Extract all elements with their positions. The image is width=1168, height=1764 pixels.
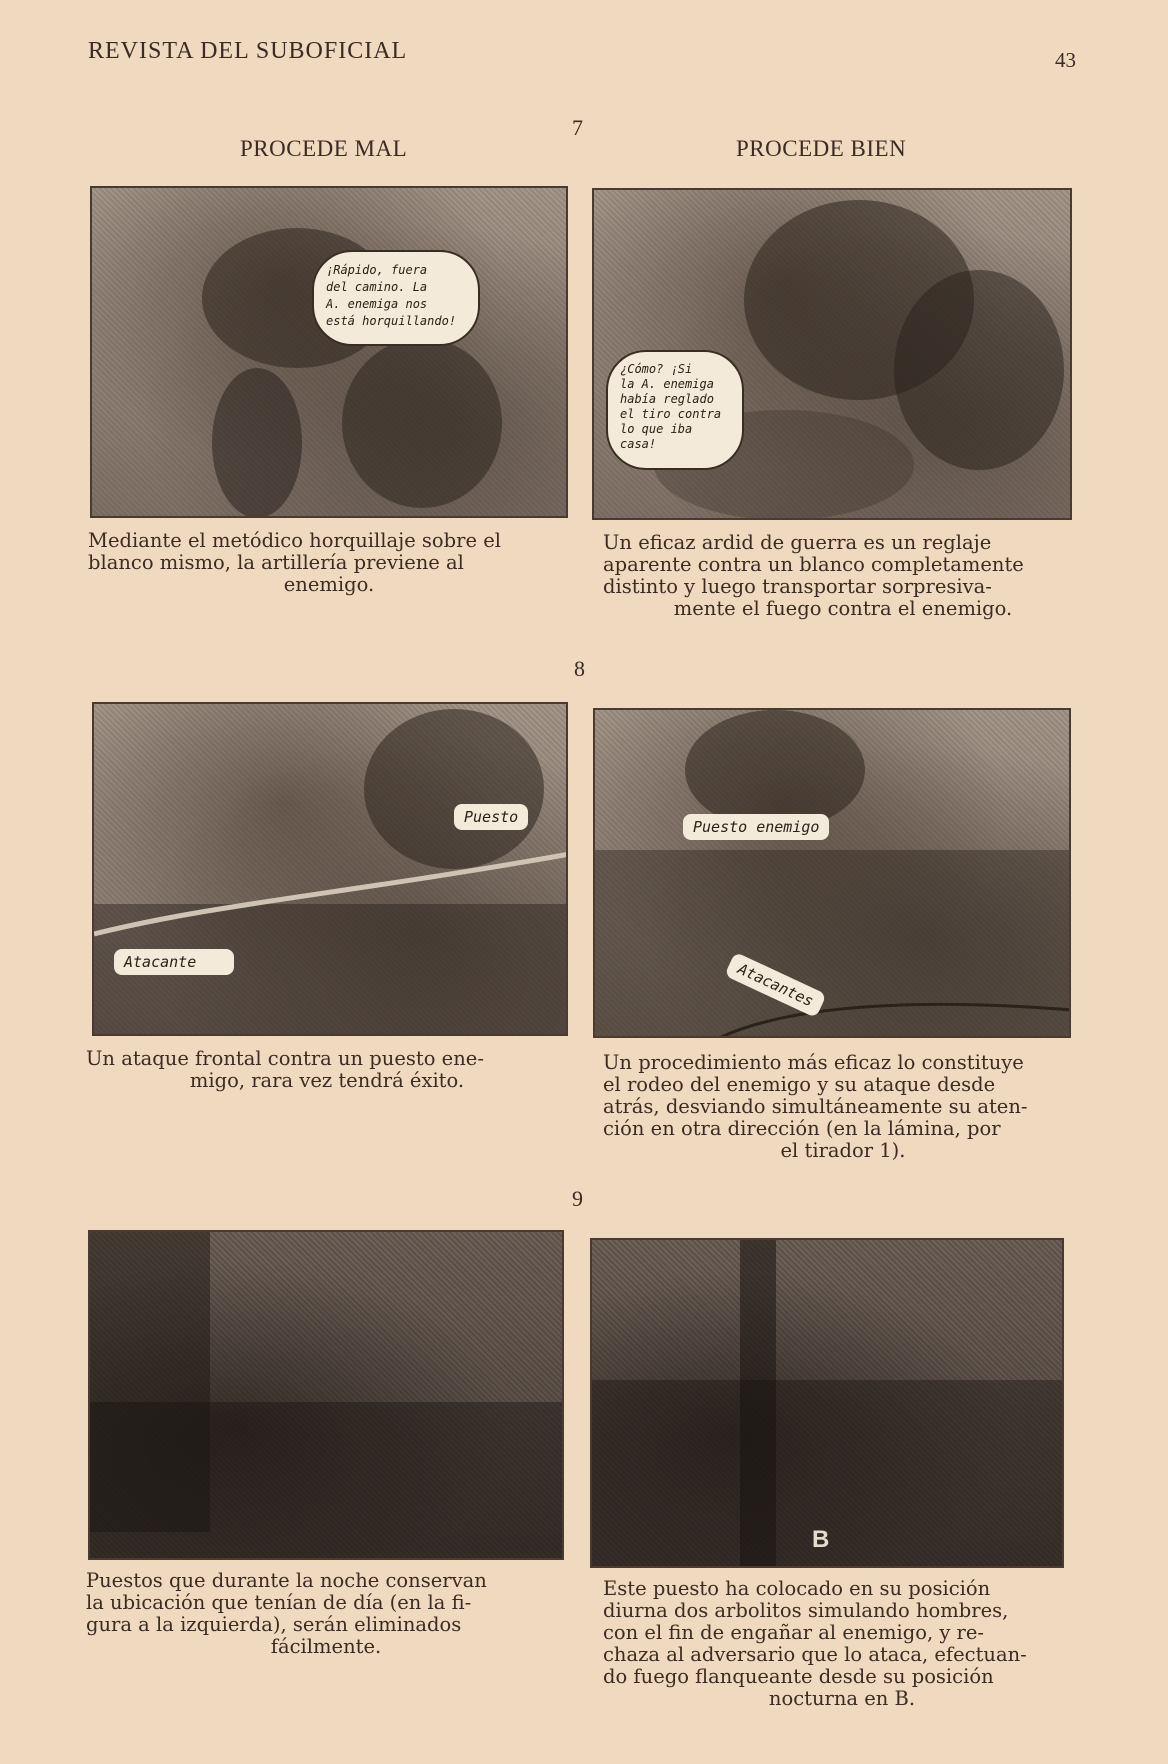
bubble-line: casa! [620,437,657,451]
caption-line: Un eficaz ardid de guerra es un reglaje [603,531,992,554]
label-atacantes: Atacantes [724,952,827,1018]
speech-bubble-7-right [606,350,744,470]
caption-line: Puestos que durante la noche conservan [86,1569,487,1592]
caption-9-left [86,1570,566,1658]
caption-line: el rodeo del enemigo y su ataque desde [603,1073,996,1096]
caption-line: Mediante el metódico horquillaje sobre el [88,529,501,552]
bubble-line: A. enemiga nos [326,297,428,311]
caption-line: distinto y luego transportar sorpresiva- [603,575,992,598]
section-number-9: 9 [572,1186,583,1211]
bubble-line: está horquillando! [326,314,457,328]
caption-line: enemigo. [283,573,375,596]
bubble-line: el tiro contra [620,407,722,421]
speech-bubble-7-left [312,250,480,346]
road-line [94,704,568,1036]
caption-line: fácilmente. [270,1635,382,1658]
caption-line: mente el fuego contra el enemigo. [673,597,1013,620]
caption-line: ción en otra dirección (en la lámina, por [603,1117,1001,1140]
bubble-line: ¿Cómo? ¡Si [620,362,693,376]
column-header-left: PROCEDE MAL [240,136,408,161]
caption-line: la ubicación que tenían de día (en la fi- [86,1591,472,1614]
label-puesto: Puesto [454,804,528,830]
caption-line: el tirador 1). [780,1139,906,1162]
bubble-line: del camino. La [326,280,428,294]
illustration-9-right [590,1238,1064,1568]
caption-7-right [603,532,1083,620]
caption-line: atrás, desviando simultáneamente su aten- [603,1095,1028,1118]
label-puesto-enemigo: Puesto enemigo [683,814,829,840]
caption-line: Un procedimiento más eficaz lo constituye [603,1051,1024,1074]
caption-line: Un ataque frontal contra un puesto ene- [86,1047,484,1070]
bubble-line: lo que iba [620,422,693,436]
path-line [595,710,1071,1038]
illustration-7-right [592,188,1072,520]
caption-line: diurna dos arbolitos simulando hombres, [603,1599,1009,1622]
caption-line: migo, rara vez tendrá éxito. [189,1069,465,1092]
caption-8-left [86,1048,568,1092]
bubble-line: la A. enemiga [620,377,714,391]
illustration-8-left [92,702,568,1036]
label-atacante: Atacante [114,949,234,975]
caption-line: chaza al adversario que lo ataca, efectuan- [603,1643,1027,1666]
illustration-7-left [90,186,568,518]
caption-line: blanco mismo, la artillería previene al [88,551,464,574]
section-number-8: 8 [574,656,585,681]
caption-9-right [603,1578,1081,1710]
caption-line: nocturna en B. [768,1687,916,1710]
bubble-line: ¡Rápido, fuera [326,263,428,277]
caption-line: Este puesto ha colocado en su posición [603,1577,991,1600]
section-number-7: 7 [572,115,583,140]
illustration-8-right [593,708,1071,1038]
caption-line: con el fin de engañar al enemigo, y re- [603,1621,985,1644]
caption-8-right [603,1052,1083,1162]
running-head: REVISTA DEL SUBOFICIAL [88,38,408,64]
page-number: 43 [1055,48,1076,72]
bubble-line: había reglado [620,392,714,406]
caption-line: aparente contra un blanco completamente [603,553,1024,576]
illustration-9-left [88,1230,564,1560]
caption-line: do fuego flanqueante desde su posición [603,1665,994,1688]
column-header-right: PROCEDE BIEN [736,136,907,161]
caption-line: gura a la izquierda), serán eliminados [86,1613,462,1636]
position-marker-b: B [812,1526,830,1553]
caption-7-left [88,530,570,596]
